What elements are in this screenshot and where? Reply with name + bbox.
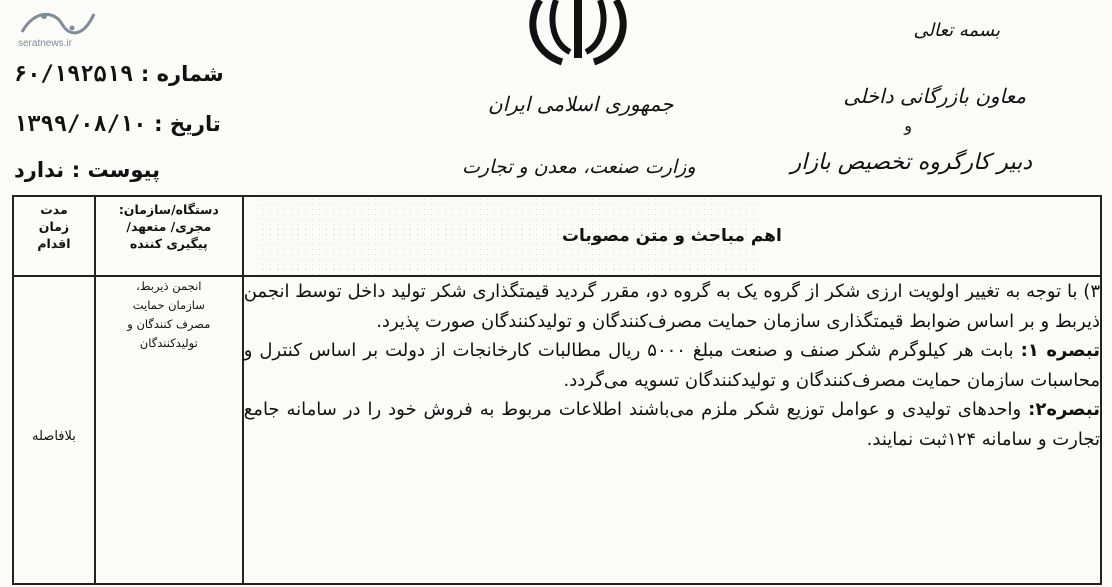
ministry-title: وزارت صنعت، معدن و تجارت (462, 156, 696, 178)
time-header-line3: اقدام (37, 236, 71, 251)
republic-title: جمهوری اسلامی ایران (488, 92, 674, 116)
table-row (13, 276, 1101, 584)
resolution-paragraph: ۳) با توجه به تغییر اولویت ارزی شکر از گروه یک به گروه دو، مقرر گردید قیمتگذاری شکر تولید داخل توسط انجمن ذیربط و بر اساس ضوابط قیمتگذاری سازمان حمایت مصرف‌کنندگان و تولیدکنندگان صورت پذیرد. (243, 281, 1100, 332)
action-time-value: بلافاصله (32, 429, 76, 444)
date-value: ۱۳۹۹/۰۸/۱۰ (14, 112, 147, 137)
org-header-line2: مجری/ متعهد/ (126, 219, 212, 234)
watermark-url: seratnews.ir (18, 38, 72, 49)
note-2-label: تبصره۲: (1028, 399, 1100, 420)
org-line4: تولیدکنندگان (139, 336, 198, 350)
org-header-cell (95, 196, 243, 276)
time-header-cell (13, 196, 95, 276)
letter-attachment (14, 158, 244, 183)
attachment-label: پیوست : (71, 158, 160, 182)
time-header-line2: زمان (38, 219, 70, 234)
attachment-value: ندارد (14, 158, 65, 182)
action-time-cell (13, 276, 95, 584)
org-header-line3: پیگیری کننده (129, 236, 208, 251)
resolution-text-cell (243, 276, 1101, 584)
letter-number (14, 62, 244, 87)
org-line1: انجمن ذیربط، (136, 279, 202, 293)
time-header-line1: مدت (40, 202, 68, 217)
and-connector: و (904, 116, 912, 135)
number-label: شماره : (140, 62, 224, 86)
note-2 (244, 395, 1100, 454)
note-2-text: واحدهای تولیدی و عوامل توزیع شکر ملزم می‌باشند اطلاعات مربوط به فروش خود را در سامانه جامع تجارت و سامانه ۱۲۴ثبت نمایند. (243, 399, 1100, 450)
number-value: ۶۰/۱۹۲۵۱۹ (14, 62, 134, 87)
org-line3: مصرف کنندگان و (127, 317, 211, 331)
org-header-line1: دستگاه/سازمان: (118, 202, 219, 217)
deputy-title: معاون بازرگانی داخلی (843, 84, 1026, 108)
responsible-org-cell (95, 276, 243, 584)
iran-emblem-icon (518, 0, 638, 68)
note-1-label: تبصره ۱: (1020, 340, 1100, 361)
table-header-row (13, 196, 1101, 276)
bismillah: بسمه تعالی (913, 20, 1000, 41)
note-1 (244, 336, 1100, 395)
resolutions-table (12, 195, 1102, 585)
topic-header: اهم مباحث و متن مصوبات (561, 226, 782, 246)
date-label: تاریخ : (154, 112, 221, 136)
letter-date (14, 112, 244, 137)
org-line2: سازمان حمایت (132, 298, 205, 312)
topic-header-cell (243, 196, 1101, 276)
note-1-text: بابت هر کیلوگرم شکر صنف و صنعت مبلغ ۵۰۰۰ ریال مطالبات کارخانجات از دولت بر اساس کنترل و محاسبات سازمان حمایت مصرف‌کنندگان و تولیدکنندگان تسویه می‌گردد. (243, 340, 1100, 391)
secretary-title: دبیر کارگروه تخصیص بازار (790, 150, 1032, 175)
